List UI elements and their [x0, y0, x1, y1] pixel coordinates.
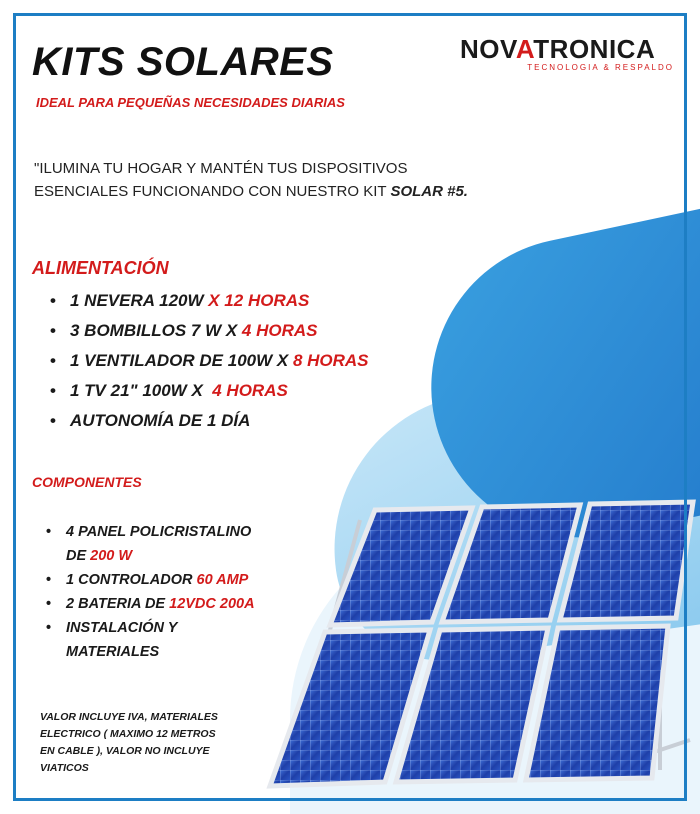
list-item: • INSTALACIÓN Y MATERIALES	[44, 616, 324, 664]
price-note: VALOR INCLUYE IVA, MATERIALES ELECTRICO ( MAXIMO 12 METROS EN CABLE ), VALOR NO INCLUYE VIATICOS	[40, 711, 218, 774]
logo-tagline: TECNOLOGIA & RESPALDO	[527, 63, 674, 72]
list-item: • 1 TV 21" 100W X 4 HORAS	[48, 378, 369, 408]
brand-logo	[460, 34, 682, 72]
page-title: KITS SOLARES	[32, 40, 334, 84]
list-item: • 4 PANEL POLICRISTALINO DE 200 W	[44, 520, 324, 568]
list-item: • 1 NEVERA 120W X 12 HORAS	[48, 288, 369, 318]
componentes-list	[44, 520, 324, 664]
section-title-componentes: COMPONENTES	[32, 474, 142, 490]
list-item: • 1 VENTILADOR DE 100W X 8 HORAS	[48, 348, 369, 378]
intro-quote: "ILUMINA TU HOGAR Y MANTÉN TUS DISPOSITIVOS ESENCIALES FUNCIONANDO CON NUESTRO KIT SOLAR #5.	[34, 160, 468, 200]
list-item: • 3 BOMBILLOS 7 W X 4 HORAS	[48, 318, 369, 348]
section-title-alimentacion: ALIMENTACIÓN	[32, 258, 169, 278]
page-subtitle: IDEAL PARA PEQUEÑAS NECESIDADES DIARIAS	[36, 95, 345, 110]
logo-wordmark: NOVATRONICA	[460, 34, 656, 64]
list-item: • 1 CONTROLADOR 60 AMP	[44, 568, 324, 592]
list-item: • AUTONOMÍA DE 1 DÍA	[48, 408, 369, 438]
alimentacion-list	[48, 288, 369, 438]
list-item: • 2 BATERIA DE 12VDC 200A	[44, 592, 324, 616]
